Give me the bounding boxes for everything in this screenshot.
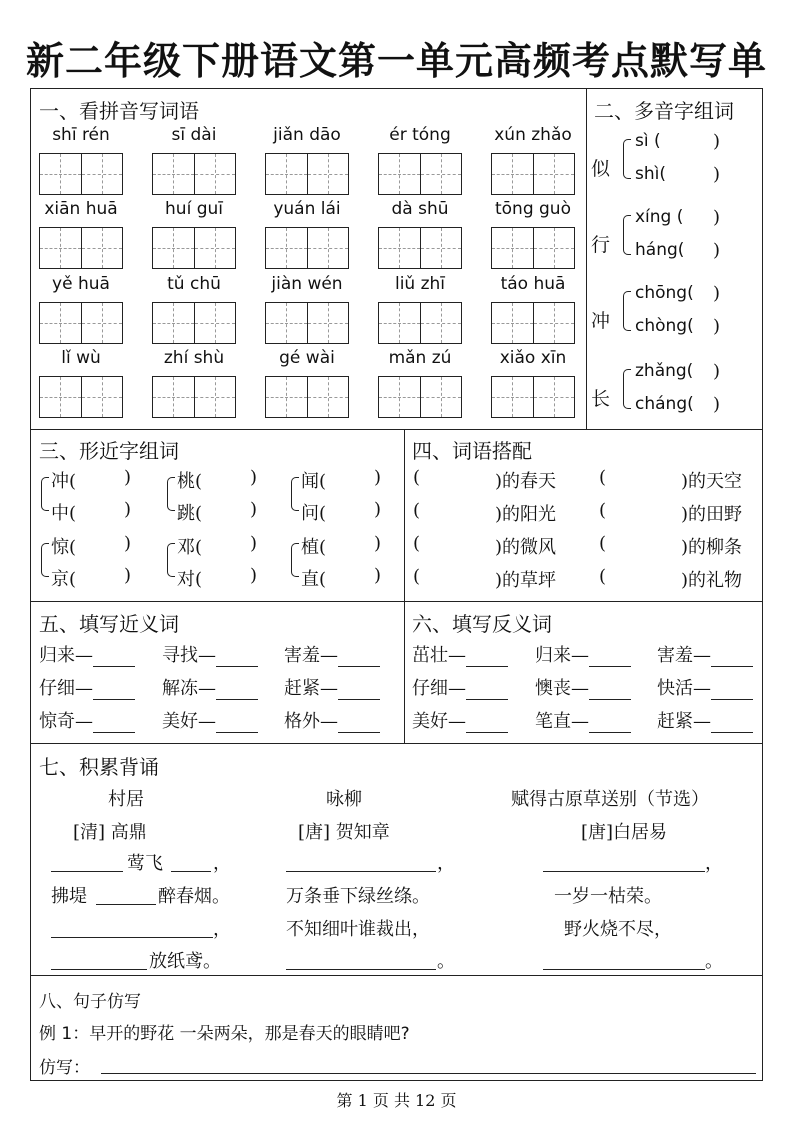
polyphone-char: 冲 <box>591 310 611 332</box>
polyphone-char: 似 <box>591 158 611 180</box>
poem-text: 醉春烟。 <box>158 886 230 907</box>
grid-cell[interactable] <box>379 154 420 194</box>
collocation-item: )的礼物 <box>681 570 743 591</box>
answer-blank[interactable] <box>589 711 631 733</box>
paren-close: ) <box>713 283 721 304</box>
answer-blank[interactable] <box>338 711 380 733</box>
writing-grid[interactable] <box>378 227 462 269</box>
collocation-item: )的天空 <box>681 471 743 492</box>
pinyin-label: mǎn zú <box>388 348 452 368</box>
answer-blank[interactable] <box>466 678 508 700</box>
grid-cell[interactable] <box>533 154 575 194</box>
pinyin-label: tōng guò <box>494 199 571 219</box>
word-blank <box>284 674 380 700</box>
answer-line[interactable] <box>543 969 705 970</box>
answer-blank[interactable] <box>93 678 135 700</box>
pinyin-option: sì ( <box>635 131 661 151</box>
similar-char: 邓( <box>177 537 203 558</box>
answer-line[interactable] <box>286 871 436 872</box>
word-blank <box>412 674 508 700</box>
similar-char: 跳( <box>177 503 203 524</box>
writing-grid[interactable] <box>378 153 462 195</box>
writing-grid[interactable] <box>491 376 575 418</box>
word-blank <box>162 674 258 700</box>
divider <box>31 743 762 744</box>
page-title: 新二年级下册语文第一单元高频考点默写单 <box>25 39 767 83</box>
writing-grid[interactable] <box>491 302 575 344</box>
brace <box>167 477 175 511</box>
pinyin-label: lǐ wù <box>61 348 101 368</box>
grid-cell[interactable] <box>81 154 123 194</box>
word-prompt: 害羞— <box>657 645 711 666</box>
example-sentence: 例 1：早开的野花 一朵两朵，那是春天的眼睛吧? <box>39 1024 410 1044</box>
collocation-item: )的阳光 <box>495 504 557 525</box>
brace <box>623 369 631 409</box>
word-blank <box>39 641 135 667</box>
paren-close: ) <box>713 316 721 337</box>
poem-title: 村居 <box>108 789 144 810</box>
writing-grid[interactable] <box>152 302 236 344</box>
writing-grid[interactable] <box>491 153 575 195</box>
word-prompt: 快活— <box>657 678 711 699</box>
brace <box>623 291 631 331</box>
similar-char: 京( <box>51 569 77 590</box>
word-blank <box>412 707 508 733</box>
page-footer: 第 1 页 共 12 页 <box>336 1091 457 1110</box>
poem-author: [清] 高鼎 <box>73 822 147 843</box>
word-prompt: 害羞— <box>284 645 338 666</box>
word-blank <box>657 641 753 667</box>
word-blank <box>162 641 258 667</box>
word-blank <box>535 674 631 700</box>
section-heading: 六、填写反义词 <box>412 612 552 636</box>
word-blank <box>657 674 753 700</box>
grid-cell[interactable] <box>266 303 307 343</box>
paren-close: ) <box>374 565 382 586</box>
grid-cell[interactable] <box>307 303 349 343</box>
poem-punct: ， <box>705 853 723 874</box>
pinyin-label: jiàn wén <box>271 274 343 294</box>
grid-cell[interactable] <box>194 154 236 194</box>
paren-close: ) <box>250 533 258 554</box>
word-blank <box>284 707 380 733</box>
writing-grid[interactable] <box>491 227 575 269</box>
poem-author: [唐]白居易 <box>581 822 668 843</box>
collocation-item: )的田野 <box>681 504 743 525</box>
word-prompt: 解冻— <box>162 678 216 699</box>
grid-cell[interactable] <box>379 377 420 417</box>
grid-cell[interactable] <box>40 303 81 343</box>
writing-grid[interactable] <box>39 376 123 418</box>
brace <box>623 139 631 179</box>
pinyin-label: sī dài <box>171 125 217 145</box>
section-heading: 四、词语搭配 <box>412 439 532 463</box>
answer-line[interactable] <box>51 871 123 872</box>
poem-text: 一岁一枯荣。 <box>554 886 662 907</box>
answer-line[interactable] <box>51 969 147 970</box>
poem-text: 放纸鸢。 <box>149 951 221 972</box>
section-heading: 八、句子仿写 <box>39 992 141 1012</box>
divider <box>31 429 762 430</box>
paren-open: ( <box>599 566 607 587</box>
answer-blank[interactable] <box>589 645 631 667</box>
grid-cell[interactable] <box>307 228 349 268</box>
grid-cell[interactable] <box>533 303 575 343</box>
similar-char: 桃( <box>177 471 203 492</box>
answer-line[interactable] <box>171 871 211 872</box>
section-heading: 二、多音字组词 <box>594 99 734 123</box>
poem-text: 不知细叶谁裁出， <box>286 919 430 940</box>
poem-punct: ， <box>437 853 455 874</box>
grid-cell[interactable] <box>492 228 533 268</box>
pinyin-label: xiǎo xīn <box>499 348 567 368</box>
writing-grid[interactable] <box>152 227 236 269</box>
section-heading: 三、形近字组词 <box>39 439 179 463</box>
writing-grid[interactable] <box>265 376 349 418</box>
answer-blank[interactable] <box>338 645 380 667</box>
word-prompt: 格外— <box>284 711 338 732</box>
writing-grid[interactable] <box>39 302 123 344</box>
grid-cell[interactable] <box>194 303 236 343</box>
section-heading: 七、积累背诵 <box>39 755 159 779</box>
paren-close: ) <box>713 361 721 382</box>
word-blank <box>412 641 508 667</box>
writing-grid[interactable] <box>265 153 349 195</box>
word-prompt: 美好— <box>412 711 466 732</box>
grid-cell[interactable] <box>194 228 236 268</box>
paren-close: ) <box>713 207 721 228</box>
word-prompt: 懊丧— <box>535 678 589 699</box>
paren-close: ) <box>713 164 721 185</box>
divider <box>586 89 587 429</box>
poem-text: 野火烧不尽， <box>564 919 672 940</box>
similar-char: 植( <box>301 537 327 558</box>
word-prompt: 归来— <box>535 645 589 666</box>
poem-text: 万条垂下绿丝绦。 <box>286 886 430 907</box>
grid-cell[interactable] <box>40 377 81 417</box>
word-blank <box>162 707 258 733</box>
similar-char: 冲( <box>51 471 77 492</box>
collocation-item: )的柳条 <box>681 537 743 558</box>
similar-char: 直( <box>301 569 327 590</box>
paren-open: ( <box>413 533 421 554</box>
grid-cell[interactable] <box>40 228 81 268</box>
similar-char: 惊( <box>51 537 77 558</box>
word-prompt: 笔直— <box>535 711 589 732</box>
answer-blank[interactable] <box>711 645 753 667</box>
brace <box>291 477 299 511</box>
grid-cell[interactable] <box>420 377 462 417</box>
pinyin-label: shī rén <box>52 125 110 145</box>
poem-punct: ， <box>213 853 231 874</box>
pinyin-option: cháng( <box>635 394 694 414</box>
collocation-item: )的春天 <box>495 471 557 492</box>
polyphone-char: 行 <box>591 234 611 256</box>
divider <box>404 429 405 743</box>
paren-close: ) <box>250 467 258 488</box>
divider <box>31 601 762 602</box>
paren-open: ( <box>599 533 607 554</box>
grid-cell[interactable] <box>379 228 420 268</box>
pinyin-label: xún zhǎo <box>494 125 572 145</box>
imitate-answer-line[interactable] <box>101 1073 756 1074</box>
similar-char: 中( <box>51 503 77 524</box>
paren-close: ) <box>374 499 382 520</box>
grid-cell[interactable] <box>266 377 307 417</box>
pinyin-label: yě huā <box>52 274 110 294</box>
pinyin-label: táo huā <box>500 274 566 294</box>
grid-cell[interactable] <box>81 303 123 343</box>
poem-title: 咏柳 <box>326 789 362 810</box>
divider <box>31 975 762 976</box>
poem-text: 拂堤 <box>51 886 87 907</box>
word-blank <box>39 707 135 733</box>
paren-close: ) <box>124 467 132 488</box>
answer-line[interactable] <box>96 904 156 905</box>
pinyin-label: yuán lái <box>273 199 341 219</box>
writing-grid[interactable] <box>265 227 349 269</box>
word-blank <box>657 707 753 733</box>
writing-grid[interactable] <box>265 302 349 344</box>
imitate-label: 仿写： <box>39 1058 90 1078</box>
answer-blank[interactable] <box>93 711 135 733</box>
grid-cell[interactable] <box>492 154 533 194</box>
writing-grid[interactable] <box>39 227 123 269</box>
grid-cell[interactable] <box>40 154 81 194</box>
writing-grid[interactable] <box>39 153 123 195</box>
collocation-item: )的草坪 <box>495 570 557 591</box>
pinyin-label: tǔ chū <box>167 274 221 294</box>
paren-close: ) <box>250 499 258 520</box>
grid-cell[interactable] <box>307 377 349 417</box>
answer-blank[interactable] <box>589 678 631 700</box>
pinyin-option: xíng ( <box>635 207 684 227</box>
paren-close: ) <box>713 240 721 261</box>
similar-char: 闻( <box>301 471 327 492</box>
paren-close: ) <box>250 565 258 586</box>
worksheet <box>30 88 763 1081</box>
pinyin-label: xiān huā <box>44 199 118 219</box>
pinyin-option: shì( <box>635 164 666 184</box>
poem-punct: 。 <box>705 951 723 972</box>
answer-line[interactable] <box>286 969 436 970</box>
word-prompt: 归来— <box>39 645 93 666</box>
similar-char: 问( <box>301 503 327 524</box>
writing-grid[interactable] <box>152 153 236 195</box>
word-prompt: 惊奇— <box>39 711 93 732</box>
answer-line[interactable] <box>543 871 705 872</box>
pinyin-label: ér tóng <box>389 125 451 145</box>
pinyin-option: chōng( <box>635 283 694 303</box>
grid-cell[interactable] <box>420 303 462 343</box>
collocation-item: )的微风 <box>495 537 557 558</box>
poem-punct: ， <box>213 919 231 940</box>
paren-close: ) <box>374 467 382 488</box>
word-prompt: 赶紧— <box>284 678 338 699</box>
paren-close: ) <box>713 131 721 152</box>
grid-cell[interactable] <box>492 377 533 417</box>
poem-title: 赋得古原草送别（节选） <box>511 789 709 810</box>
writing-grid[interactable] <box>152 376 236 418</box>
answer-blank[interactable] <box>338 678 380 700</box>
paren-open: ( <box>599 467 607 488</box>
paren-open: ( <box>413 467 421 488</box>
word-prompt: 茁壮— <box>412 645 466 666</box>
pinyin-label: jiǎn dāo <box>273 125 341 145</box>
similar-char: 对( <box>177 569 203 590</box>
pinyin-label: huí guī <box>165 199 223 219</box>
grid-cell[interactable] <box>153 377 194 417</box>
pinyin-label: gé wài <box>279 348 335 368</box>
answer-blank[interactable] <box>466 645 508 667</box>
paren-open: ( <box>413 566 421 587</box>
grid-cell[interactable] <box>153 154 194 194</box>
word-blank <box>535 641 631 667</box>
pinyin-label: dà shū <box>391 199 449 219</box>
word-prompt: 仔细— <box>39 678 93 699</box>
grid-cell[interactable] <box>153 228 194 268</box>
paren-close: ) <box>374 533 382 554</box>
writing-grid[interactable] <box>378 376 462 418</box>
paren-open: ( <box>413 500 421 521</box>
paren-close: ) <box>124 565 132 586</box>
answer-line[interactable] <box>51 937 213 938</box>
poem-punct: 。 <box>437 951 455 972</box>
answer-blank[interactable] <box>216 645 258 667</box>
grid-cell[interactable] <box>533 228 575 268</box>
section-heading: 五、填写近义词 <box>39 612 179 636</box>
word-prompt: 赶紧— <box>657 711 711 732</box>
grid-cell[interactable] <box>420 154 462 194</box>
answer-blank[interactable] <box>711 678 753 700</box>
grid-cell[interactable] <box>194 377 236 417</box>
paren-close: ) <box>124 533 132 554</box>
pinyin-label: zhí shù <box>163 348 225 368</box>
answer-blank[interactable] <box>711 711 753 733</box>
word-blank <box>39 674 135 700</box>
grid-cell[interactable] <box>307 154 349 194</box>
word-prompt: 寻找— <box>162 645 216 666</box>
poem-text: 莺飞 <box>127 853 163 874</box>
grid-cell[interactable] <box>420 228 462 268</box>
pinyin-option: chòng( <box>635 316 694 336</box>
brace <box>41 543 49 577</box>
grid-cell[interactable] <box>81 228 123 268</box>
pinyin-option: zhǎng( <box>635 361 694 381</box>
answer-blank[interactable] <box>466 711 508 733</box>
brace <box>41 477 49 511</box>
writing-grid[interactable] <box>378 302 462 344</box>
answer-blank[interactable] <box>216 678 258 700</box>
answer-blank[interactable] <box>216 711 258 733</box>
brace <box>167 543 175 577</box>
polyphone-char: 长 <box>591 388 611 410</box>
word-prompt: 仔细— <box>412 678 466 699</box>
brace <box>623 215 631 255</box>
grid-cell[interactable] <box>492 303 533 343</box>
word-prompt: 美好— <box>162 711 216 732</box>
paren-close: ) <box>124 499 132 520</box>
grid-cell[interactable] <box>266 154 307 194</box>
brace <box>291 543 299 577</box>
answer-blank[interactable] <box>93 645 135 667</box>
pinyin-label: liǔ zhī <box>394 274 446 294</box>
paren-close: ) <box>713 394 721 415</box>
paren-open: ( <box>599 500 607 521</box>
grid-cell[interactable] <box>379 303 420 343</box>
grid-cell[interactable] <box>153 303 194 343</box>
grid-cell[interactable] <box>266 228 307 268</box>
word-blank <box>284 641 380 667</box>
poem-author: [唐] 贺知章 <box>298 822 390 843</box>
pinyin-option: háng( <box>635 240 685 260</box>
grid-cell[interactable] <box>81 377 123 417</box>
section-heading: 一、看拼音写词语 <box>39 99 199 123</box>
grid-cell[interactable] <box>533 377 575 417</box>
word-blank <box>535 707 631 733</box>
